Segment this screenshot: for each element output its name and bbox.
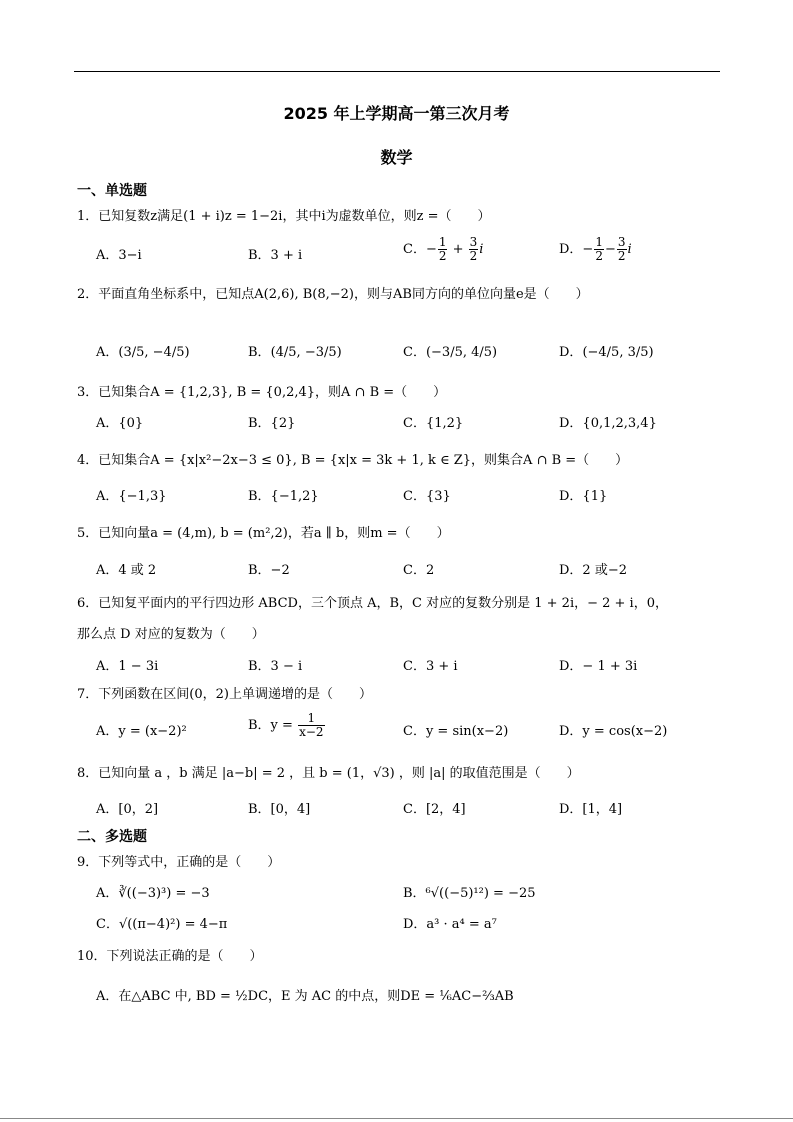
q6-option-d[interactable]: D．− 1 + 3i xyxy=(559,659,638,674)
q5-option-b[interactable]: B．−2 xyxy=(248,563,290,578)
q9-option-c[interactable]: C．√((π−4)²) = 4−π xyxy=(96,917,228,932)
q3-option-a[interactable]: A．{0} xyxy=(96,416,144,431)
question-2-stem: 2．平面直角坐标系中，已知点A(2,6), B(8,−2)，则与AB同方向的单位向量e是（ ） xyxy=(77,287,589,302)
q2-option-d[interactable] xyxy=(559,341,654,360)
q2-c-value: (−3/5, 4/5) xyxy=(425,345,498,360)
q1-d-frac2 xyxy=(617,236,627,263)
q8-option-b[interactable]: B．[0，4] xyxy=(248,802,311,817)
q1-c-mid: + xyxy=(448,242,468,257)
q2-option-b[interactable] xyxy=(248,341,342,360)
question-10-stem: 10．下列说法正确的是（ ） xyxy=(77,949,263,964)
q4-option-b[interactable]: B．{−1,2} xyxy=(248,489,319,504)
top-rule xyxy=(74,71,720,72)
q6-option-a[interactable]: A．1 − 3i xyxy=(96,659,159,674)
question-5-stem: 5．已知向量a = (4,m), b = (m²,2)，若a ∥ b，则m =（ ） xyxy=(77,526,450,541)
q5-option-a[interactable]: A．4 或 2 xyxy=(96,563,157,578)
q1-d-frac1 xyxy=(594,236,604,263)
q1-option-d[interactable] xyxy=(559,236,632,263)
q6-option-b[interactable]: B．3 − i xyxy=(248,659,303,674)
q3-option-d[interactable]: D．{0,1,2,3,4} xyxy=(559,416,657,431)
q1-d-mid: − xyxy=(604,242,616,257)
q7-b-num: 1 xyxy=(298,712,324,726)
q9-option-a[interactable]: A．∛((−3)³) = −3 xyxy=(96,886,210,901)
q3-option-b[interactable]: B．{2} xyxy=(248,416,296,431)
q8-option-c[interactable]: C．[2，4] xyxy=(403,802,466,817)
bottom-rule xyxy=(0,1118,793,1119)
page-title: 2025 年上学期高一第三次月考 xyxy=(283,104,510,123)
q9-option-d[interactable]: D．a³ · a⁴ = a⁷ xyxy=(403,917,497,932)
q1-c-suffix: i xyxy=(479,242,484,257)
q4-option-d[interactable]: D．{1} xyxy=(559,489,608,504)
q10-option-a[interactable]: A．在△ABC 中, BD = ½DC，E 为 AC 的中点，则DE = ⅙AC−⅔AB xyxy=(96,989,514,1004)
q2-a-label: A． xyxy=(96,345,119,360)
q1-option-c[interactable] xyxy=(403,236,483,263)
q1-d-den2: 2 xyxy=(617,249,626,263)
q6-option-c[interactable]: C．3 + i xyxy=(403,659,458,674)
q1-d-num2: 3 xyxy=(617,235,626,249)
section-single-choice: 一、单选题 xyxy=(77,183,147,199)
question-6-stem-line2: 那么点 D 对应的复数为（ ） xyxy=(77,627,265,642)
q1-c-num1: 1 xyxy=(438,235,447,249)
q7-option-d[interactable]: D．y = cos(x−2) xyxy=(559,724,668,739)
q7-option-c[interactable]: C．y = sin(x−2) xyxy=(403,724,509,739)
question-1-stem: 1．已知复数z满足(1 + i)z = 1−2i，其中i为虚数单位，则z =（ ） xyxy=(77,209,491,224)
q1-c-num2: 3 xyxy=(469,235,478,249)
q2-b-label: B． xyxy=(248,345,271,360)
q1-option-b[interactable]: B．3 + i xyxy=(248,248,303,263)
question-8-stem: 8．已知向量 a ，b 满足 |a−b| = 2 ，且 b = (1，√3) ，则 |a| 的取值范围是（ ） xyxy=(77,766,580,781)
q2-c-label: C． xyxy=(403,345,426,360)
question-7-stem: 7．下列函数在区间(0，2)上单调递增的是（ ） xyxy=(77,687,372,702)
q1-d-suffix: i xyxy=(627,242,632,257)
q1-c-prefix: C．− xyxy=(403,242,437,257)
q3-option-c[interactable]: C．{1,2} xyxy=(403,416,464,431)
q7-b-den: x−2 xyxy=(299,725,324,739)
q2-a-value: (3/5, −4/5) xyxy=(118,345,190,360)
q4-option-c[interactable]: C．{3} xyxy=(403,489,451,504)
q5-option-c[interactable]: C．2 xyxy=(403,563,435,578)
q1-d-den1: 2 xyxy=(595,249,603,263)
section-multi-choice: 二、多选题 xyxy=(77,829,147,845)
q8-option-d[interactable]: D．[1，4] xyxy=(559,802,623,817)
q2-d-label: D． xyxy=(559,345,583,360)
subject-title: 数学 xyxy=(380,148,413,167)
q7-b-frac xyxy=(298,712,324,739)
q7-option-a[interactable]: A．y = (x−2)² xyxy=(96,724,187,739)
q1-d-num1: 1 xyxy=(595,235,603,249)
q1-c-den2: 2 xyxy=(469,249,478,263)
q2-option-a[interactable] xyxy=(96,341,190,360)
q7-b-prefix: B．y = xyxy=(248,718,298,733)
q5-option-d[interactable]: D．2 或−2 xyxy=(559,563,627,578)
q2-d-value: (−4/5, 3/5) xyxy=(582,345,654,360)
question-6-stem-line1: 6．已知复平面内的平行四边形 ABCD，三个顶点 A，B，C 对应的复数分别是 1 + 2i，− 2 + i，0， xyxy=(77,596,668,611)
q8-option-a[interactable]: A．[0，2] xyxy=(96,802,159,817)
q2-option-c[interactable] xyxy=(403,341,497,360)
question-3-stem: 3．已知集合A = {1,2,3}, B = {0,2,4}，则A ∩ B =（ ） xyxy=(77,385,447,400)
question-9-stem: 9．下列等式中，正确的是（ ） xyxy=(77,855,281,870)
q1-c-frac1 xyxy=(438,236,448,263)
q1-c-frac2 xyxy=(469,236,479,263)
q1-c-den1: 2 xyxy=(438,249,447,263)
q1-d-prefix: D．− xyxy=(559,242,594,257)
q2-b-value: (4/5, −3/5) xyxy=(270,345,342,360)
q4-option-a[interactable]: A．{−1,3} xyxy=(96,489,167,504)
q9-option-b[interactable]: B．⁶√((−5)¹²) = −25 xyxy=(403,886,536,901)
q1-option-a[interactable]: A．3−i xyxy=(96,248,142,263)
q7-option-b[interactable] xyxy=(248,712,326,739)
question-4-stem: 4．已知集合A = {x|x²−2x−3 ≤ 0}, B = {x|x = 3k + 1, k ∈ Z}，则集合A ∩ B =（ ） xyxy=(77,453,629,468)
